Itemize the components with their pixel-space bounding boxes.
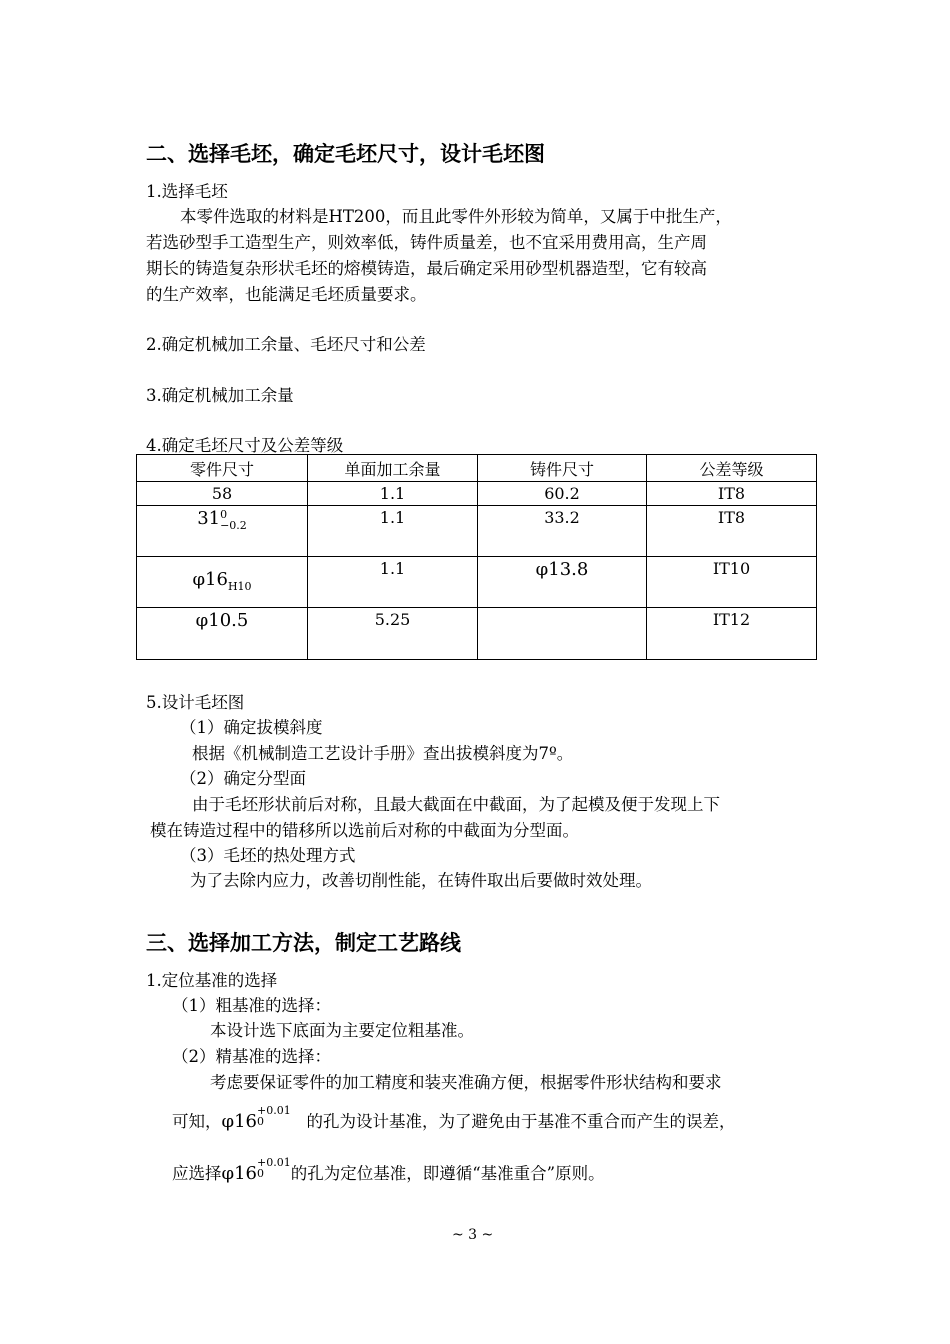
dimension-main: 31 [197,508,221,529]
dimension-upper: +0.01 [257,1103,291,1117]
dimension-main: φ16 [192,569,228,590]
paragraph-line: 的生产效率，也能满足毛坯质量要求。 [146,285,427,304]
subsection-1-title: 1.定位基准的选择 [146,971,278,990]
section-2-heading: 二、选择毛坯，确定毛坯尺寸，设计毛坯图 [146,142,545,166]
table-header-cell: 铸件尺寸 [478,455,647,482]
text-fragment: 的孔为设计基准，为了避免由于基准不重合而产生的误差， [306,1112,736,1131]
list-item: （1）粗基准的选择： [172,996,331,1015]
table-cell: 5.25 [308,608,478,660]
dimension-lower: −0.2 [220,518,247,532]
table-cell: φ10.5 [137,608,308,660]
subsection-1-title: 1.选择毛坯 [146,182,228,201]
table-cell [137,557,308,608]
table-header-cell: 单面加工余量 [308,455,478,482]
text-fragment: 的孔为定位基准，即遵循“基准重合”原则。 [290,1164,605,1183]
page-number: ~ 3 ~ [452,1227,494,1243]
text-fragment: 应选择 [172,1164,222,1183]
table-cell [137,506,308,557]
table-row [137,482,817,506]
text-fragment: 可知， [172,1112,222,1131]
table-cell: 33.2 [478,506,647,557]
dimension-lower: 0 [257,1166,265,1180]
dimension-main: φ16 [221,1111,258,1132]
table-cell [478,608,647,660]
table-cell: IT8 [647,506,817,557]
subsection-3-title: 3.确定机械加工余量 [146,386,294,405]
table-cell: 58 [137,482,308,506]
table-row [137,557,817,608]
subsection-2-title: 2.确定机械加工余量、毛坯尺寸和公差 [146,335,426,354]
dimension-upper: +0.01 [257,1155,291,1169]
blank-dimension-table [136,454,817,660]
paragraph-line: 本零件选取的材料是HT200，而且此零件外形较为简单，又属于中批生产， [180,207,732,226]
list-item: 为了去除内应力，改善切削性能，在铸件取出后要做时效处理。 [190,871,652,890]
table-header-cell: 零件尺寸 [137,455,308,482]
list-item: 由于毛坯形状前后对称，且最大截面在中截面，为了起模及便于发现上下 [192,795,720,814]
table-cell: IT8 [647,482,817,506]
list-item: 模在铸造过程中的错移所以选前后对称的中截面为分型面。 [150,821,579,840]
table-cell: 1.1 [308,557,478,608]
table-cell: 1.1 [308,482,478,506]
subsection-5-title: 5.设计毛坯图 [146,693,245,712]
dimension-tolerance: H10 [227,580,252,593]
section-3-heading: 三、选择加工方法，制定工艺路线 [146,931,461,955]
paragraph-line: 考虑要保证零件的加工精度和装夹准确方便，根据零件形状结构和要求 [210,1073,722,1092]
table-row [137,608,817,660]
paragraph-line: 期长的铸造复杂形状毛坯的熔模铸造，最后确定采用砂型机器造型，它有较高 [146,259,707,278]
table-cell: φ13.8 [478,557,647,608]
list-item: （3）毛坯的热处理方式 [180,846,356,865]
table-header-row [137,455,817,482]
paragraph-line [172,1103,736,1132]
table-cell: 60.2 [478,482,647,506]
list-item: （2）确定分型面 [180,769,306,788]
dimension-upper: 0 [220,507,228,521]
subsection-4-title: 4.确定毛坯尺寸及公差等级 [146,436,344,455]
table-cell: IT12 [647,608,817,660]
paragraph-line: 若选砂型手工造型生产，则效率低，铸件质量差，也不宜采用费用高，生产周 [146,233,707,252]
dimension-main: φ16 [221,1163,258,1184]
table-cell: 1.1 [308,506,478,557]
dimension-lower: 0 [257,1114,265,1128]
list-item: （1）确定拔模斜度 [180,718,323,737]
paragraph-line [172,1155,605,1184]
paragraph-line: 本设计选下底面为主要定位粗基准。 [210,1021,474,1040]
list-item: 根据《机械制造工艺设计手册》查出拔模斜度为7º。 [192,744,574,763]
table-cell: IT10 [647,557,817,608]
table-header-cell: 公差等级 [647,455,817,482]
table-row [137,506,817,557]
list-item: （2）精基准的选择： [172,1047,331,1066]
